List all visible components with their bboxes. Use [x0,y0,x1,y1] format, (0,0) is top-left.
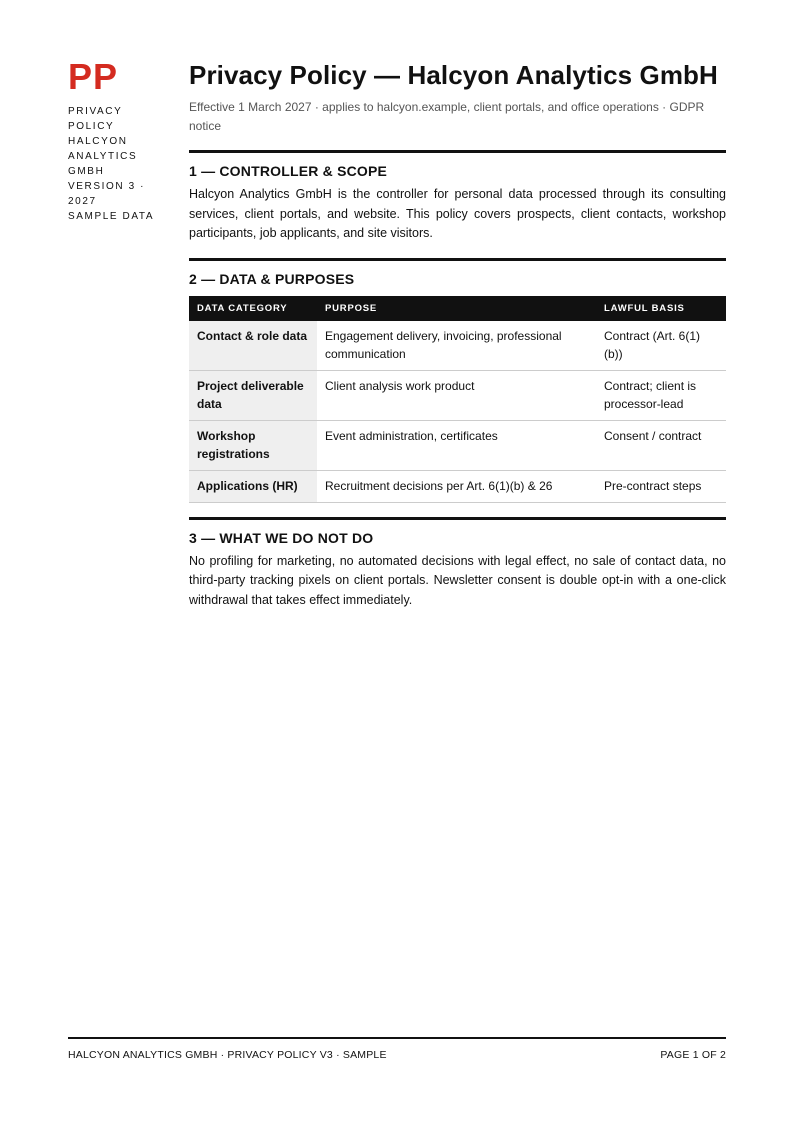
sidebar-meta-line: VERSION 3 · [68,181,146,192]
cell-lawful-basis: Contract (Art. 6(1)(b)) [596,321,726,371]
footer-page-number: PAGE 1 OF 2 [660,1049,726,1061]
column-header-lawful-basis: LAWFUL BASIS [596,296,726,321]
sidebar-meta-line: ANALYTICS [68,151,138,162]
document-body [189,58,726,610]
document-logo: PP [68,56,119,97]
table-row [189,370,726,420]
column-header-data-category: DATA CATEGORY [189,296,317,321]
cell-data-category: Workshop registrations [189,420,317,470]
section-what-we-do-not-do [189,517,726,611]
cell-purpose: Client analysis work product [317,370,596,420]
page-subtitle: Effective 1 March 2027 · applies to halcyon.example, client portals, and office operations · GDPR notice [189,100,705,133]
column-header-purpose: PURPOSE [317,296,596,321]
section-data-purposes [189,258,726,503]
page-footer [68,1037,726,1061]
cell-lawful-basis: Contract; client is processor-lead [596,370,726,420]
section-controller-scope [189,150,726,244]
section-text: No profiling for marketing, no automated decisions with legal effect, no sale of contact data, no third-party tracking pixels on client portals. Newsletter consent is double opt-in with a one-click withdrawal that takes effect immediately. [189,553,726,607]
section-heading: 2 — DATA & PURPOSES [189,270,355,287]
cell-lawful-basis: Pre-contract steps [596,470,726,502]
cell-data-category: Contact & role data [189,321,317,371]
section-heading: 3 — WHAT WE DO NOT DO [189,529,374,546]
sidebar-meta-line: 2027 [68,196,97,207]
sidebar-meta-line: GMBH [68,166,105,177]
cell-data-category: Applications (HR) [189,470,317,502]
sidebar-meta-line: POLICY [68,121,115,132]
cell-purpose: Event administration, certificates [317,420,596,470]
cell-purpose: Recruitment decisions per Art. 6(1)(b) & 26 [317,470,596,502]
table-header-row [189,296,726,321]
page-title: Privacy Policy — Halcyon Analytics GmbH [189,60,718,90]
sidebar [68,58,168,224]
sidebar-meta-line: SAMPLE DATA [68,211,155,222]
sidebar-meta-line: HALCYON [68,136,128,147]
table-row [189,420,726,470]
cell-lawful-basis: Consent / contract [596,420,726,470]
sidebar-meta [68,104,164,224]
sidebar-meta-line: PRIVACY [68,106,123,117]
section-heading: 1 — CONTROLLER & SCOPE [189,163,388,179]
cell-data-category: Project deliverable data [189,370,317,420]
section-text: Halcyon Analytics GmbH is the controller for personal data processed through its consulting services, client portals, and website. This policy covers prospects, client contacts, workshop participants, job applicants, and site visitors. [189,187,726,240]
table-row [189,321,726,371]
footer-document-label: HALCYON ANALYTICS GMBH · PRIVACY POLICY V3 · SAMPLE [68,1049,387,1061]
table-row [189,470,726,502]
cell-purpose: Engagement delivery, invoicing, professional communication [317,321,596,371]
data-purposes-table [189,296,726,503]
